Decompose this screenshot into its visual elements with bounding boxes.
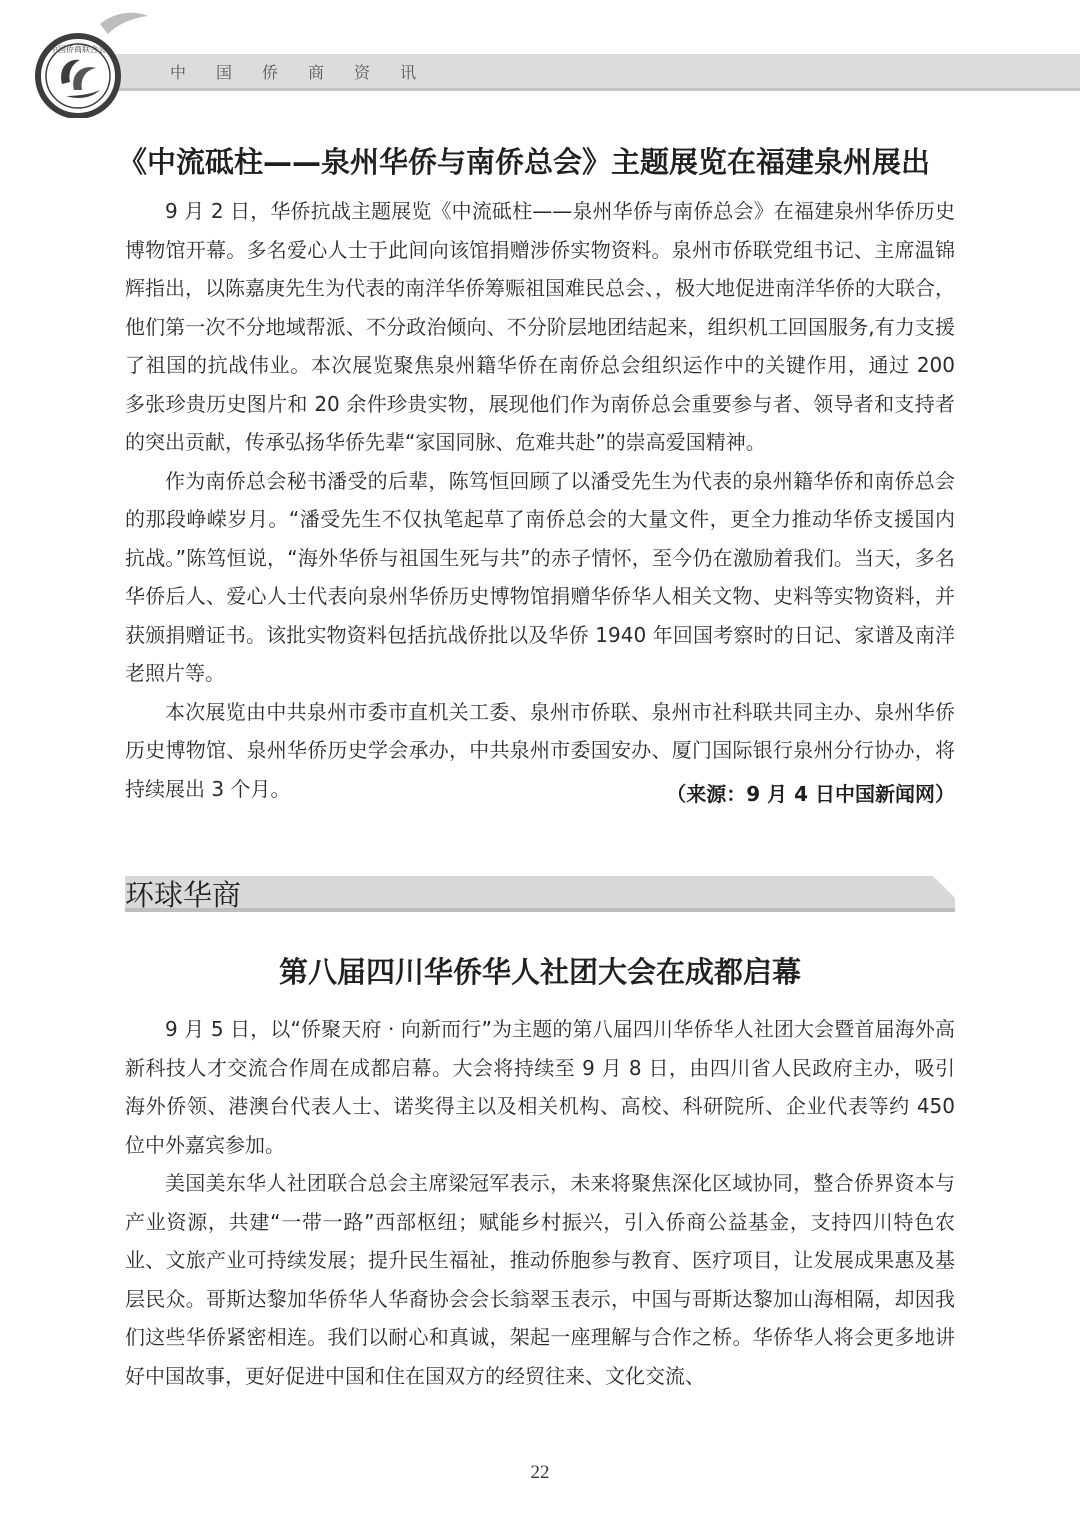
organization-logo: [22, 6, 150, 118]
header-band-edge: [100, 88, 1080, 91]
article-title: 第八届四川华侨华人社团大会在成都启幕: [278, 955, 801, 989]
article-body: [125, 1010, 955, 1395]
section-banner: [125, 876, 955, 912]
paragraph: 作为南侨总会秘书潘受的后辈，陈笃恒回顾了以潘受先生为代表的泉州籍华侨和南侨总会的那段峥嵘岁月。“潘受先生不仅执笔起草了南侨总会的大量文件，更全力推动华侨支援国内抗战。”陈笃恒说，“海外华侨与祖国生死与共”的赤子情怀，至今仍在激励着我们。当天，多名华侨后人、爱心人士代表向泉州华侨历史博物馆捐赠华侨华人相关文物、史料等实物资料，并获颁捐赠证书。该批实物资料包括抗战侨批以及华侨 1940 年回国考察时的日记、家谱及南洋老照片等。: [125, 468, 955, 685]
article-title: 《中流砥柱——泉州华侨与南侨总会》主题展览在福建泉州展出: [118, 145, 931, 179]
paragraph: 美国美东华人社团联合总会主席梁冠军表示，未来将聚焦深化区域协同，整合侨界资本与产业资源，共建“一带一路”西部枢纽；赋能乡村振兴，引入侨商公益基金，支持四川特色农业、文旅产业可持续发展；提升民生福祉，推动侨胞参与教育、医疗项目，让发展成果惠及基层民众。哥斯达黎加华侨华人华裔协会会长翁翠玉表示，中国与哥斯达黎加山海相隔，却因我们这些华侨紧密相连。我们以耐心和真诚，架起一座理解与合作之桥。华侨华人将会更多地讲好中国故事，更好促进中国和住在国双方的经贸往来、文化交流、: [125, 1171, 955, 1388]
logo-text: 中国侨商联合会: [50, 45, 106, 54]
page-number: 22: [530, 1462, 550, 1483]
publication-title: 中国侨商资讯: [170, 63, 447, 82]
paragraph: 9 月 2 日，华侨抗战主题展览《中流砥柱——泉州华侨与南侨总会》在福建泉州华侨历史博物馆开幕。多名爱心人士于此间向该馆捐赠涉侨实物资料。泉州市侨联党组书记、主席温锦辉指出，以陈嘉庚先生为代表的南洋华侨筹赈祖国难民总会、，极大地促进南洋华侨的大联合，他们第一次不分地域帮派、不分政治倾向、不分阶层地团结起来，组织机工回国服务,有力支援了祖国的抗战伟业。本次展览聚焦泉州籍华侨在南侨总会组织运作中的关键作用，通过 200 多张珍贵历史图片和 20 余件珍贵实物，展现他们作为南侨总会重要参与者、领导者和支持者的突出贡献，传承弘扬华侨先辈“家国同脉、危难共赴”的崇高爱国精神。: [125, 199, 955, 454]
paragraph: 本次展览由中共泉州市委市直机关工委、泉州市侨联、泉州市社科联共同主办、泉州华侨历史博物馆、泉州华侨历史学会承办，中共泉州市委国安办、厦门国际银行泉州分行协办，将持续展出 3 个月。: [125, 699, 955, 801]
source-citation: （来源：9 月 4 日中国新闻网）: [666, 782, 955, 806]
section-heading: 环球华商: [125, 878, 242, 912]
article-body: [125, 192, 955, 808]
paragraph: 9 月 5 日，以“侨聚天府 · 向新而行”为主题的第八届四川华侨华人社团大会暨首届海外高新科技人才交流合作周在成都启幕。大会将持续至 9 月 8 日，由四川省人民政府主办，吸引海外侨领、港澳台代表人士、诺奖得主以及相关机构、高校、科研院所、企业代表等约 450 位中外嘉宾参加。: [125, 1017, 955, 1157]
